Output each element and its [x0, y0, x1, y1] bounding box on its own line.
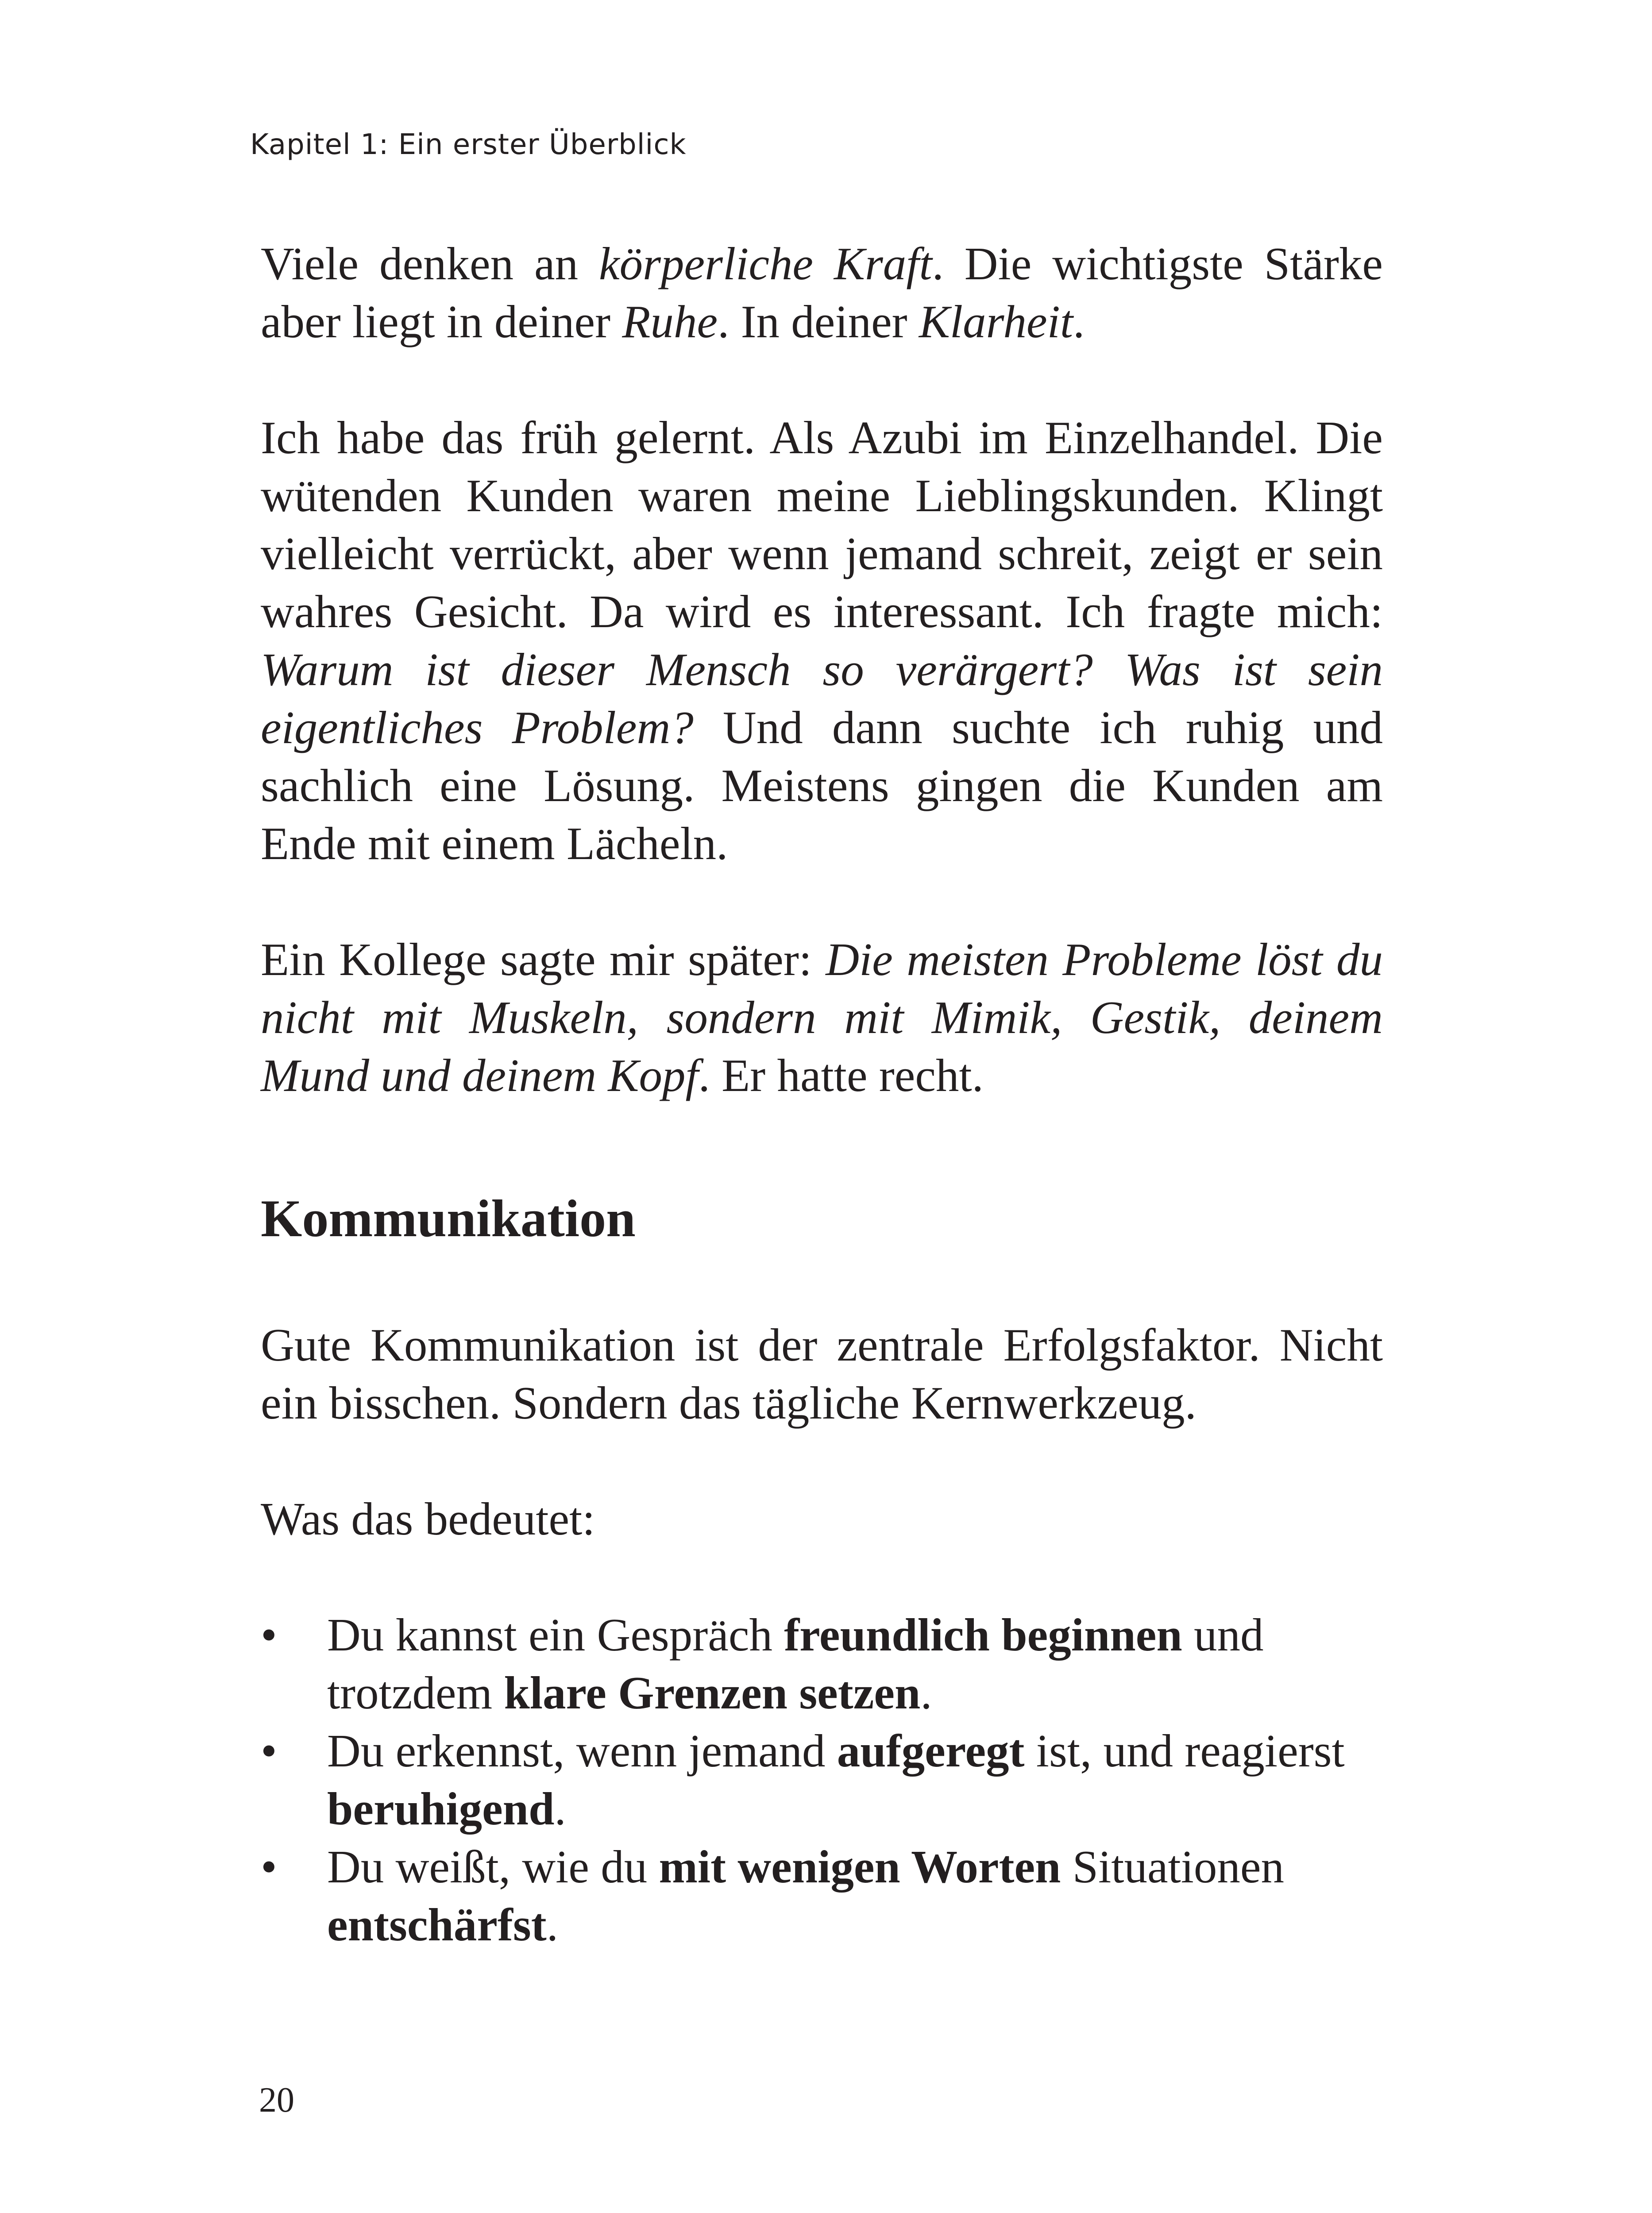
text-run: .	[1073, 296, 1085, 347]
text-run: Du erkennst, wenn jemand	[327, 1725, 837, 1777]
body-paragraph	[261, 409, 1383, 872]
page-number: 20	[259, 2081, 294, 2120]
bullet-list	[261, 1606, 1383, 1954]
text-run: .	[554, 1783, 566, 1835]
text-run: und trotzdem	[327, 1609, 1264, 1719]
text-run-italic: Die meisten Probleme löst du nicht mit Muskeln, sondern mit Mimik, Gestik, deinem Mund und deinem Kopf	[261, 933, 1383, 1101]
text-run: .	[920, 1667, 932, 1719]
bullet-icon: •	[261, 1609, 277, 1661]
text-run: Ich habe das früh gelernt. Als Azubi im Einzelhandel. Die wütenden Kunden waren meine Lieblingskunden. Klingt vielleicht verrückt, aber wenn jemand schreit, zeigt er sein wahres Gesicht. Da wird es interessant. Ich fragte mich:	[261, 412, 1383, 637]
text-run-italic: Warum ist dieser Mensch so verärgert? Was ist sein eigentliches Problem?	[261, 644, 1383, 753]
text-run-bold: klare Grenzen setzen	[504, 1667, 921, 1719]
text-run-italic: körperliche Kraft	[599, 238, 932, 289]
page-body	[261, 235, 1383, 1954]
text-run-bold: beruhigend	[327, 1783, 555, 1835]
text-run: ist, und reagierst	[1024, 1725, 1345, 1777]
text-run: Und dann suchte ich ruhig und sachlich eine Lösung. Meistens gingen die Kunden am Ende mit einem Lächeln.	[261, 702, 1383, 869]
section-paragraph: Was das bedeutet:	[261, 1493, 595, 1545]
section-paragraph: Gute Kommunikation ist der zentrale Erfolgsfaktor. Nicht ein bisschen. Sondern das tägliche Kernwerkzeug.	[261, 1319, 1383, 1429]
text-run: Viele denken an	[261, 238, 599, 289]
text-run: . In deiner	[718, 296, 919, 347]
bullet-item	[261, 1838, 1383, 1954]
text-run: Ein Kollege sagte mir später:	[261, 933, 826, 985]
bullet-item	[261, 1606, 1383, 1722]
bullet-icon: •	[261, 1841, 277, 1893]
text-run: . Die wichtigste Stärke aber liegt in deiner	[261, 238, 1383, 347]
text-run-bold: mit wenigen Worten	[659, 1841, 1061, 1893]
text-run: Du weißt, wie du	[327, 1841, 659, 1893]
text-run: .	[546, 1899, 558, 1951]
section-heading: Kommunikation	[261, 1189, 636, 1248]
text-run-italic: Ruhe	[622, 296, 718, 347]
running-header: Kapitel 1: Ein erster Überblick	[250, 128, 687, 161]
text-run-bold: entschärfst	[327, 1899, 547, 1951]
text-run-bold: aufgeregt	[837, 1725, 1025, 1777]
body-paragraph	[261, 930, 1383, 1104]
text-run: Du kannst ein Gespräch	[327, 1609, 784, 1661]
text-run-bold: freundlich beginnen	[784, 1609, 1182, 1661]
bullet-item	[261, 1722, 1383, 1838]
bullet-icon: •	[261, 1725, 277, 1777]
body-paragraph	[261, 235, 1383, 351]
text-run: Situationen	[1061, 1841, 1284, 1893]
text-run: . Er hatte recht.	[698, 1049, 984, 1101]
text-run-italic: Klarheit	[919, 296, 1073, 347]
